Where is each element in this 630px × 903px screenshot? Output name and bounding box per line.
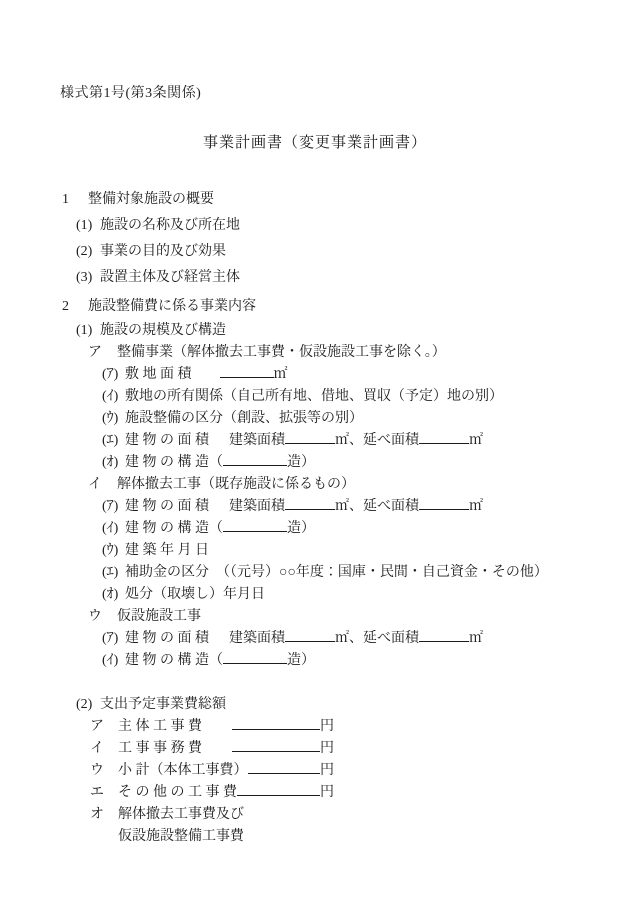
unit-label: 円 <box>320 763 334 778</box>
cost-label: 工 事 事 務 費 <box>118 741 202 756</box>
item-text: 処分（取壊し）年月日 <box>125 587 265 602</box>
field-label: 建 物 の 面 積 <box>125 433 209 448</box>
blockB-subsidy-line <box>0 562 630 584</box>
item-marker: (ｳ) <box>102 411 119 426</box>
item-text: 施設の規模及び構造 <box>100 323 226 338</box>
blockC-structure-line <box>0 650 630 672</box>
unit-label: ㎡ <box>273 367 288 382</box>
cost-row-office-expenses <box>90 738 334 760</box>
row-marker: イ <box>90 741 104 756</box>
blockA-site-area-line <box>0 364 630 386</box>
item-text: 施設の名称及び所在地 <box>100 218 240 233</box>
blockC-building-area-line <box>0 628 630 650</box>
item-text: 事業の目的及び効果 <box>100 244 226 259</box>
field-sub-label: ㎡、延べ面積 <box>335 499 419 514</box>
blockB-heading <box>0 474 630 496</box>
item-marker: (2) <box>76 697 93 712</box>
blank-fill-line <box>419 496 469 510</box>
item-text: 敷地の所有関係（自己所有地、借地、買収（予定）地の別） <box>125 389 503 404</box>
paren-close: 造） <box>287 455 315 470</box>
item-marker: (ｲ) <box>102 653 119 668</box>
field-label: 敷 地 面 積 <box>125 367 192 382</box>
blank-fill-line <box>419 430 469 444</box>
cost-row-demolition <box>90 804 334 826</box>
section2-sub2-heading <box>0 694 630 716</box>
field-label: 建 物 の 面 積 <box>125 499 209 514</box>
row-marker: ウ <box>90 763 104 778</box>
item-marker: (3) <box>76 270 93 285</box>
unit-label: 円 <box>320 741 334 756</box>
item-marker: (ｴ) <box>102 433 119 448</box>
cost-row-demolition-continued <box>0 826 630 848</box>
section2-sub1-heading <box>0 320 630 342</box>
paren-close: 造） <box>287 521 315 536</box>
blank-fill-line <box>285 628 335 642</box>
blank-fill-line <box>223 518 287 532</box>
block-marker: ウ <box>88 609 102 624</box>
blockB-building-area-line <box>0 496 630 518</box>
cost-label: 小 計（本体工事費） <box>118 763 248 778</box>
cost-label: 仮設施設整備工事費 <box>118 829 244 844</box>
blockA-building-area-line <box>0 430 630 452</box>
section2-heading <box>0 294 630 320</box>
block-marker: ア <box>88 345 102 360</box>
section1-heading-text: 整備対象施設の概要 <box>88 192 214 207</box>
item-text: 設置主体及び経営主体 <box>100 270 240 285</box>
section2-number: 2 <box>62 299 69 314</box>
item-marker: (ｵ) <box>102 455 119 470</box>
paren-open: （ <box>209 521 223 536</box>
cost-row-subtotal <box>90 760 334 782</box>
blank-fill-line <box>285 496 335 510</box>
blockA-ownership-line <box>0 386 630 408</box>
cost-row-main-construction <box>90 716 334 738</box>
section1-heading <box>0 187 630 213</box>
item-text: 補助金の区分 （（元号）○○年度：国庫・民間・自己資金・その他） <box>125 565 548 580</box>
section1-item-operator <box>0 265 630 291</box>
item-text: 施設整備の区分（創設、拡張等の別） <box>125 411 363 426</box>
paren-close: 造） <box>287 653 315 668</box>
item-marker: (ｳ) <box>102 543 119 558</box>
unit-label: 円 <box>320 719 334 734</box>
field-label: 建 物 の 面 積 <box>125 631 209 646</box>
blockB-disposal-line <box>0 584 630 606</box>
cost-label: そ の 他 の 工 事 費 <box>118 785 237 800</box>
block-heading-text: 解体撤去工事（既存施設に係るもの） <box>117 477 355 492</box>
section1-item-purpose-effect <box>0 239 630 265</box>
cost-label: 解体撤去工事費及び <box>118 807 244 822</box>
blank-fill-line <box>223 452 287 466</box>
paren-open: （ <box>209 455 223 470</box>
blank-fill-line <box>419 628 469 642</box>
item-marker: (ｱ) <box>102 367 119 382</box>
blockB-structure-line <box>0 518 630 540</box>
cost-label: 主 体 工 事 費 <box>118 719 202 734</box>
blank-fill-line <box>285 430 335 444</box>
section2-heading-text: 施設整備費に係る事業内容 <box>88 299 256 314</box>
item-text: 支出予定事業費総額 <box>100 697 226 712</box>
blockB-build-date-line <box>0 540 630 562</box>
blank-fill-line <box>248 760 321 774</box>
document-title: 事業計画書（変更事業計画書） <box>202 135 427 151</box>
field-label: 建 築 年 月 日 <box>125 543 209 558</box>
item-marker: (ｴ) <box>102 565 119 580</box>
field-sub-label: ㎡、延べ面積 <box>335 433 419 448</box>
item-marker: (ｲ) <box>102 521 119 536</box>
blank-fill-line <box>232 738 320 752</box>
field-sub-label: 建築面積 <box>229 433 285 448</box>
row-marker: ア <box>90 719 104 734</box>
blank-fill-line <box>220 364 274 378</box>
block-heading-text: 仮設施設工事 <box>117 609 201 624</box>
block-marker: イ <box>88 477 102 492</box>
field-sub-label: 建築面積 <box>229 499 285 514</box>
item-marker: (2) <box>76 244 93 259</box>
blockA-structure-line <box>0 452 630 474</box>
item-marker: (ｱ) <box>102 631 119 646</box>
unit-label: 円 <box>320 785 334 800</box>
field-sub-label: ㎡、延べ面積 <box>335 631 419 646</box>
form-number: 様式第1号(第3条関係) <box>60 86 202 101</box>
blank-fill-line <box>237 782 320 796</box>
blockA-heading <box>0 342 630 364</box>
cost-row-other-construction <box>90 782 334 804</box>
row-marker: エ <box>90 785 104 800</box>
section1-number: 1 <box>62 192 69 207</box>
unit-label: ㎡ <box>469 631 483 646</box>
unit-label: ㎡ <box>469 499 483 514</box>
item-marker: (ｲ) <box>102 389 119 404</box>
section1-item-facility-name <box>0 213 630 239</box>
item-marker: (ｵ) <box>102 587 119 602</box>
blank-fill-line <box>232 716 320 730</box>
item-marker: (1) <box>76 218 93 233</box>
blockC-heading <box>0 606 630 628</box>
item-marker: (ｱ) <box>102 499 119 514</box>
field-label: 建 物 の 構 造 <box>125 521 209 536</box>
blank-fill-line <box>223 650 287 664</box>
blockA-category-line <box>0 408 630 430</box>
field-label: 建 物 の 構 造 <box>125 455 209 470</box>
field-sub-label: 建築面積 <box>229 631 285 646</box>
paren-open: （ <box>209 653 223 668</box>
item-marker: (1) <box>76 323 93 338</box>
unit-label: ㎡ <box>469 433 483 448</box>
row-marker: オ <box>90 807 104 822</box>
block-heading-text: 整備事業（解体撤去工事費・仮設施設工事を除く。） <box>117 345 446 360</box>
field-label: 建 物 の 構 造 <box>125 653 209 668</box>
